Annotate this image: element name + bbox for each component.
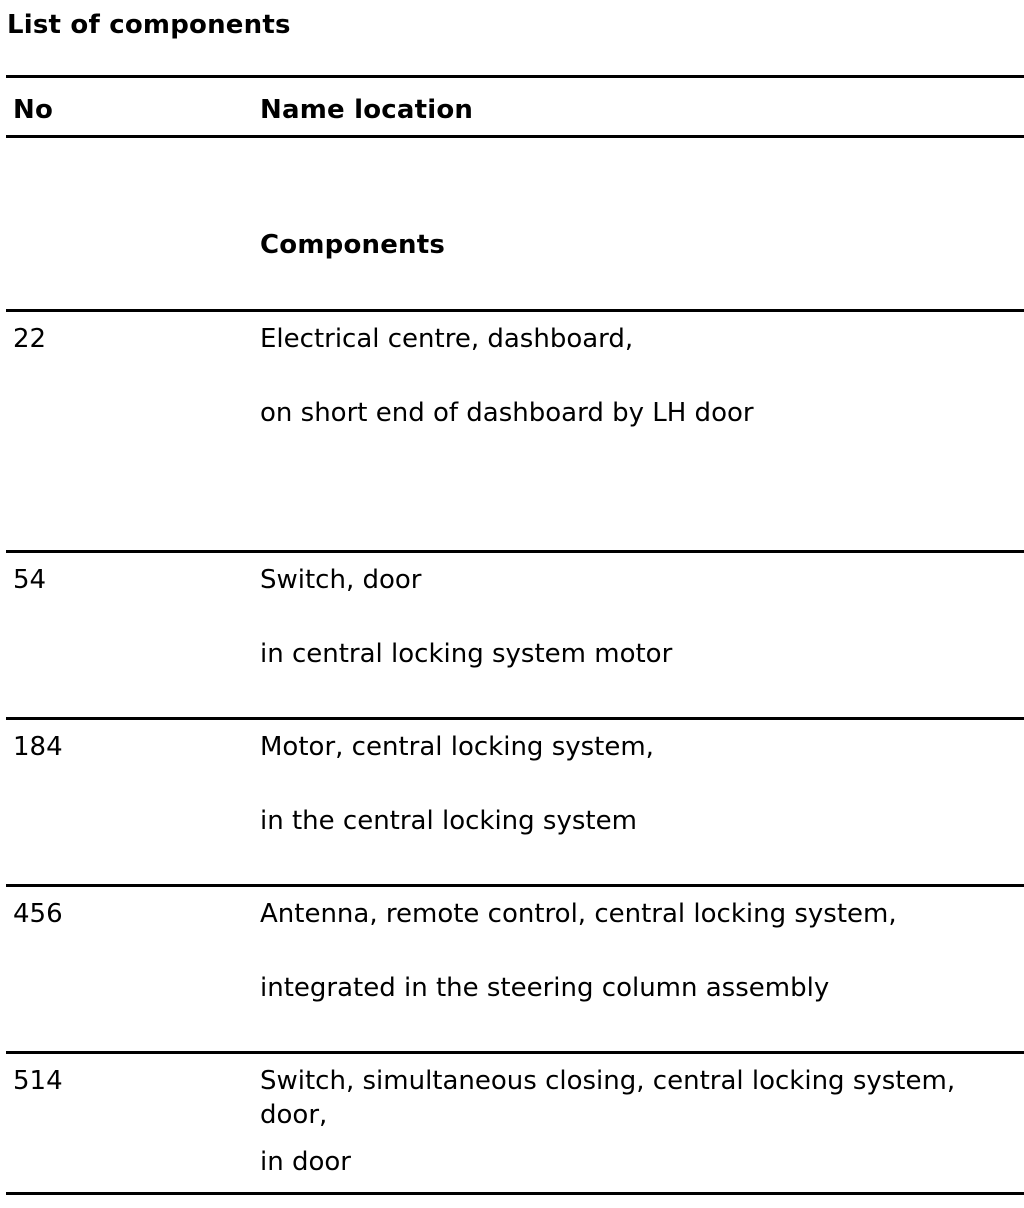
row-divider: [6, 717, 1024, 720]
section-label: Components: [260, 230, 446, 260]
row-location: on short end of dashboard by LH door: [260, 398, 754, 428]
row-location: integrated in the steering column assembly: [260, 973, 830, 1003]
row-name: Motor, central locking system,: [260, 732, 654, 762]
row-number: 54: [13, 565, 47, 595]
row-divider: [6, 884, 1024, 887]
row-number: 456: [13, 899, 63, 929]
row-number: 22: [13, 324, 47, 354]
row-location: in central locking system motor: [260, 639, 673, 669]
column-header-no: No: [13, 95, 54, 125]
row-divider: [6, 550, 1024, 553]
row-name: Antenna, remote control, central locking system,: [260, 899, 897, 929]
row-location: in door: [260, 1147, 351, 1177]
row-divider: [6, 309, 1024, 312]
page-title: List of components: [7, 10, 291, 40]
row-name: Switch, simultaneous closing, central locking system, door,: [260, 1066, 956, 1130]
column-header-name-location: Name location: [260, 95, 474, 125]
row-location: in the central locking system: [260, 806, 637, 836]
table-bottom-rule: [6, 1192, 1024, 1195]
row-name: Switch, door: [260, 565, 422, 595]
table-top-rule: [6, 75, 1024, 78]
row-divider: [6, 1051, 1024, 1054]
row-name: Electrical centre, dashboard,: [260, 324, 634, 354]
header-bottom-rule: [6, 135, 1024, 138]
row-number: 514: [13, 1066, 63, 1096]
row-number: 184: [13, 732, 63, 762]
